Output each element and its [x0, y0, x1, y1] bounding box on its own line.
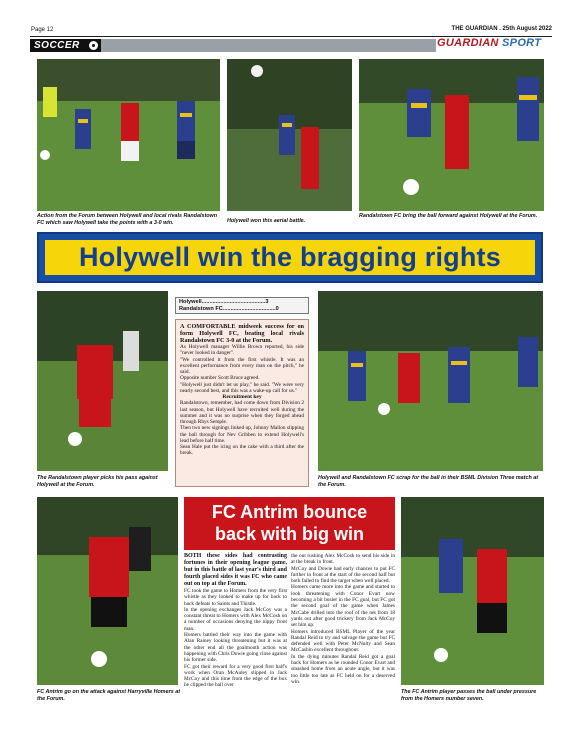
section-bar [101, 39, 436, 52]
story1-lede: A COMFORTABLE midweek success for on form Holywell FC, beating local rivals Randalstown FC 3-0 at the Forum. [180, 323, 304, 344]
caption-top-left: Action from the Forum between Holywell and local rivals Randalstown FC which saw Holywell take the points with a 3-0 win. [37, 213, 218, 226]
story1-paragraph: Randalstown, remember, had come down from Division 2 last season, but Holywell have recruited well during the summer and it was no surprise when they forged ahead through Rhys Semple. [180, 400, 304, 426]
story1-paragraph: Sean Hale put the icing on the cake with a third after the break. [180, 444, 304, 457]
story1-paragraph: Then two new signings linked up, Johnny Mallon slipping the ball through for Nev Gribben to extend Holywell's lead before half time. [180, 425, 304, 444]
score-home: Holywell.........................................3 [179, 299, 269, 305]
main-headline: Holywell win the bragging rights [79, 242, 501, 272]
brand-sport: SPORT [502, 37, 542, 49]
story2-paragraph: Homers introduced BSML Player of the year Randal Reid to try and salvage the game but FC defended well with Peter McNulty and Sean McCashin excellent throughout. [291, 628, 395, 654]
photo-bottom-left [37, 497, 178, 685]
photo-mid-left [37, 291, 168, 471]
story2-paragraph: McCoy and Dowie had early chances to put FC further in front at the start of the second half but both failed to find the target when well placed. [291, 565, 395, 585]
photo-mid-right [318, 291, 543, 471]
brand-logo [437, 37, 541, 49]
caption-bottom-right: The FC Antrim player passes the ball under pressure from the Homers number seven. [401, 689, 537, 702]
section-label [30, 39, 101, 52]
caption-top-right: Randalstown FC bring the ball forward against Holywell at the Forum. [359, 213, 538, 219]
story1-paragraph: "Holywell just didn't let us play," he said. "We were very nearly second best, and this was a wake-up call for us." [180, 381, 304, 394]
football-icon [89, 41, 98, 50]
score-away: Randalstown FC..................................0 [179, 306, 279, 312]
story2-paragraph: Homers battled their way into the game with Alan Rainey looking threatening but it was at the other end all the goalmouth action was happening with Chris Dowie going close against his former side. [184, 632, 287, 664]
story2-column-2 [291, 553, 395, 685]
score-box [175, 297, 309, 314]
story1-paragraph: Opposite number Scott Bruce agreed. [180, 375, 260, 382]
caption-mid-left: The Randalstown player picks his pass against Holywell at the Forum. [37, 475, 158, 488]
photo-bottom-right [401, 497, 544, 685]
caption-top-middle: Holywell won this aerial battle. [227, 218, 306, 224]
caption-mid-right: Holywell and Randalstown FC scrap for the ball in their BSML Division Three match at the Forum. [318, 475, 539, 488]
story2-paragraph: In the dying minutes Randal Reid got a goal back for Homers as he rounded Conor Evart and smashed home from an acute angle, but it was too little too late as FC held on for a deserved win. [291, 653, 395, 685]
story2-paragraph: the out rushing Alex McCosh to send his side in at the break in front. [291, 553, 395, 566]
photo-top-left [37, 59, 220, 211]
page-number: Page 12 [31, 27, 54, 33]
story2-paragraph: FC got their reward for a very good first half's work when Oran McAuley slipped in Jack McCoy and this time from the edge of the box he clipped the ball over [184, 663, 287, 689]
photo-top-right [359, 59, 544, 211]
story2-paragraph: In the opening exchanges Jack McCoy was a constant threat to Homers with Alex McCosh on a number of occasions denying the nippy front man. [184, 606, 287, 632]
story1-subhead: Recruitment key [222, 394, 262, 400]
story2-headline-line1: FC Antrim bounce [211, 502, 368, 522]
photo-top-middle [227, 59, 352, 211]
story2-paragraph: Homers came more into the game and started to look threatening with Conor Evart now becoming a bit busier in the FC goal, but FC got the second goal of the game when James McCabe drilled into the roof of the net from 18 yards out after good trickery from Jack McCoy set him up. [291, 584, 395, 629]
story1-paragraph: As Holywell manager Willie Brown reported, his side "never looked in danger". [180, 344, 304, 357]
story2-paragraph: FC took the game to Homers from the very first whistle as they looked to make up for back to back defeats to Saints and Thistle. [184, 588, 287, 607]
section-label-text: SOCCER [34, 40, 80, 51]
story2-headline [184, 497, 395, 550]
story2-headline-line2: back with big win [214, 524, 364, 544]
story2-column-1 [184, 553, 287, 689]
story1-article [175, 319, 309, 487]
masthead-date: THE GUARDIAN . 25th August 2022 [451, 26, 552, 32]
caption-bottom-left: FC Antrim go on the attack against Harryville Homers at the Forum. [37, 689, 180, 702]
main-headline-panel [45, 240, 535, 275]
brand-main: GUARDIAN [437, 37, 499, 49]
story2-lede: BOTH these sides had contrasting fortunes in their opening league game, but in this battle of last year's third and fourth placed sides it was FC who came out on top at the Forum. [184, 553, 287, 587]
story1-paragraph: "We controlled it from the first whistle. It was an excellent performance from every man on the pitch," he said. [180, 356, 304, 375]
main-headline-banner [37, 232, 543, 283]
